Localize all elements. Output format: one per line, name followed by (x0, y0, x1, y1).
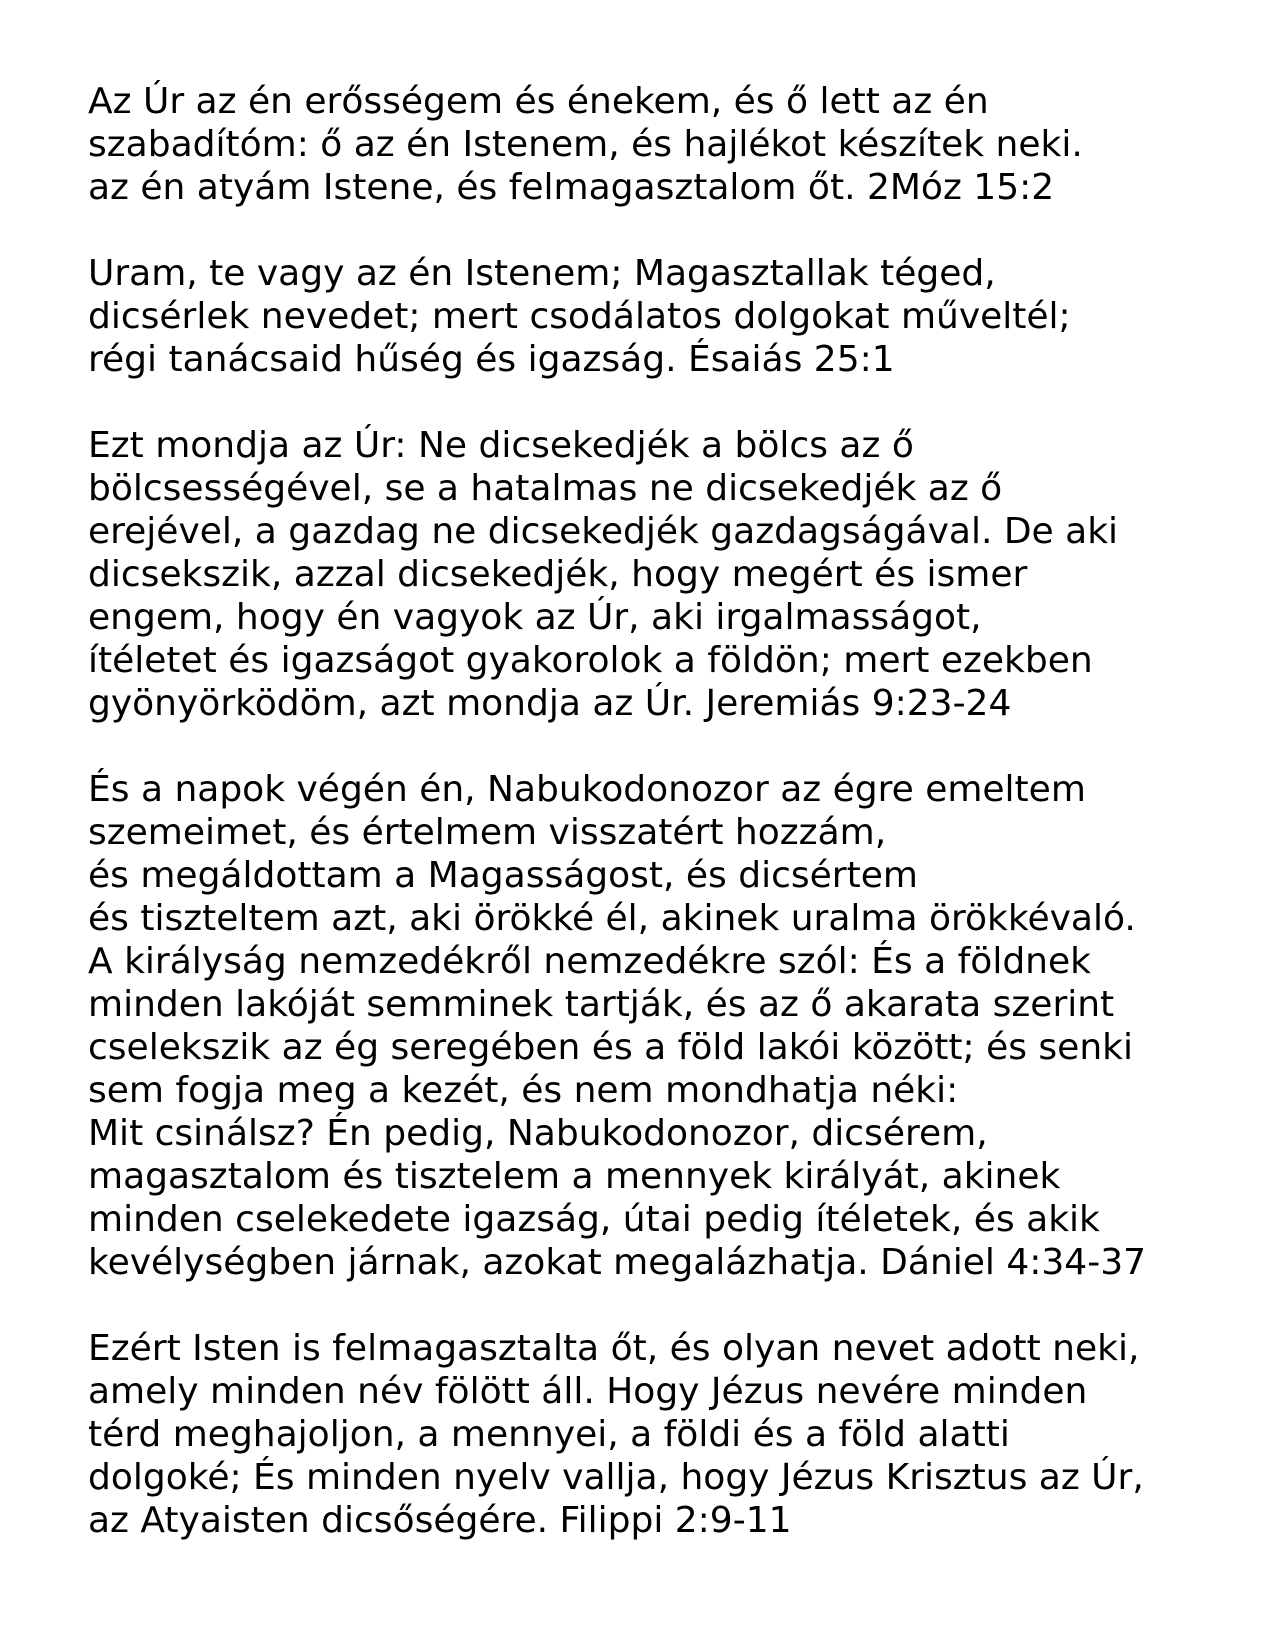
text-line: az én atyám Istene, és felmagasztalom őt. 2Móz 15:2 (88, 167, 1055, 208)
text-line: térd meghajoljon, a mennyei, a földi és a föld alatti (88, 1414, 1010, 1455)
text-line: dolgoké; És minden nyelv vallja, hogy Jézus Krisztus az Úr, (88, 1457, 1144, 1498)
passage-philippians (88, 1327, 1258, 1542)
text-line: Uram, te vagy az én Istenem; Magasztallak téged, (88, 253, 996, 294)
text-line: sem fogja meg a kezét, és nem mondhatja néki: (88, 1070, 959, 1111)
text-line: kevélységben járnak, azokat megalázhatja. Dániel 4:34-37 (88, 1242, 1147, 1283)
text-line: Mit csinálsz? Én pedig, Nabukodonozor, dicsérem, (88, 1113, 988, 1154)
text-line: engem, hogy én vagyok az Úr, aki irgalmasságot, (88, 597, 982, 638)
text-line: minden cselekedete igazság, útai pedig ítéletek, és akik (88, 1199, 1100, 1240)
text-line: régi tanácsaid hűség és igazság. Ésaiás 25:1 (88, 339, 895, 380)
text-line: dicsérlek nevedet; mert csodálatos dolgokat műveltél; (88, 296, 1071, 337)
text-line: ítéletet és igazságot gyakorolok a földön; mert ezekben (88, 640, 1093, 681)
passage-exodus (88, 80, 1258, 209)
text-line: amely minden név fölött áll. Hogy Jézus nevére minden (88, 1371, 1088, 1412)
text-line: és megáldottam a Magasságost, és dicsértem (88, 855, 918, 896)
text-line: Ezért Isten is felmagasztalta őt, és olyan nevet adott neki, (88, 1328, 1140, 1369)
text-line: És a napok végén én, Nabukodonozor az égre emeltem (88, 769, 1086, 810)
text-line: az Atyaisten dicsőségére. Filippi 2:9-11 (88, 1500, 792, 1541)
text-line: szemeimet, és értelmem visszatért hozzám, (88, 812, 887, 853)
passage-jeremiah (88, 424, 1258, 725)
text-line: A királyság nemzedékről nemzedékre szól: És a földnek (88, 941, 1091, 982)
text-line: cselekszik az ég seregében és a föld lakói között; és senki (88, 1027, 1133, 1068)
text-line: Az Úr az én erősségem és énekem, és ő lett az én (88, 81, 989, 122)
text-line: magasztalom és tisztelem a mennyek királyát, akinek (88, 1156, 1061, 1197)
passage-daniel (88, 768, 1258, 1284)
document-page (88, 80, 1258, 1585)
text-line: szabadítóm: ő az én Istenem, és hajlékot készítek neki. (88, 124, 1083, 165)
text-line: erejével, a gazdag ne dicsekedjék gazdagságával. De aki (88, 511, 1119, 552)
text-line: és tiszteltem azt, aki örökké él, akinek uralma örökkévaló. (88, 898, 1136, 939)
text-line: Ezt mondja az Úr: Ne dicsekedjék a bölcs az ő (88, 425, 914, 466)
text-line: minden lakóját semminek tartják, és az ő akarata szerint (88, 984, 1115, 1025)
text-line: gyönyörködöm, azt mondja az Úr. Jeremiás 9:23-24 (88, 683, 1012, 724)
passage-isaiah (88, 252, 1258, 381)
text-line: dicsekszik, azzal dicsekedjék, hogy megért és ismer (88, 554, 1028, 595)
text-line: bölcsességével, se a hatalmas ne dicsekedjék az ő (88, 468, 1003, 509)
